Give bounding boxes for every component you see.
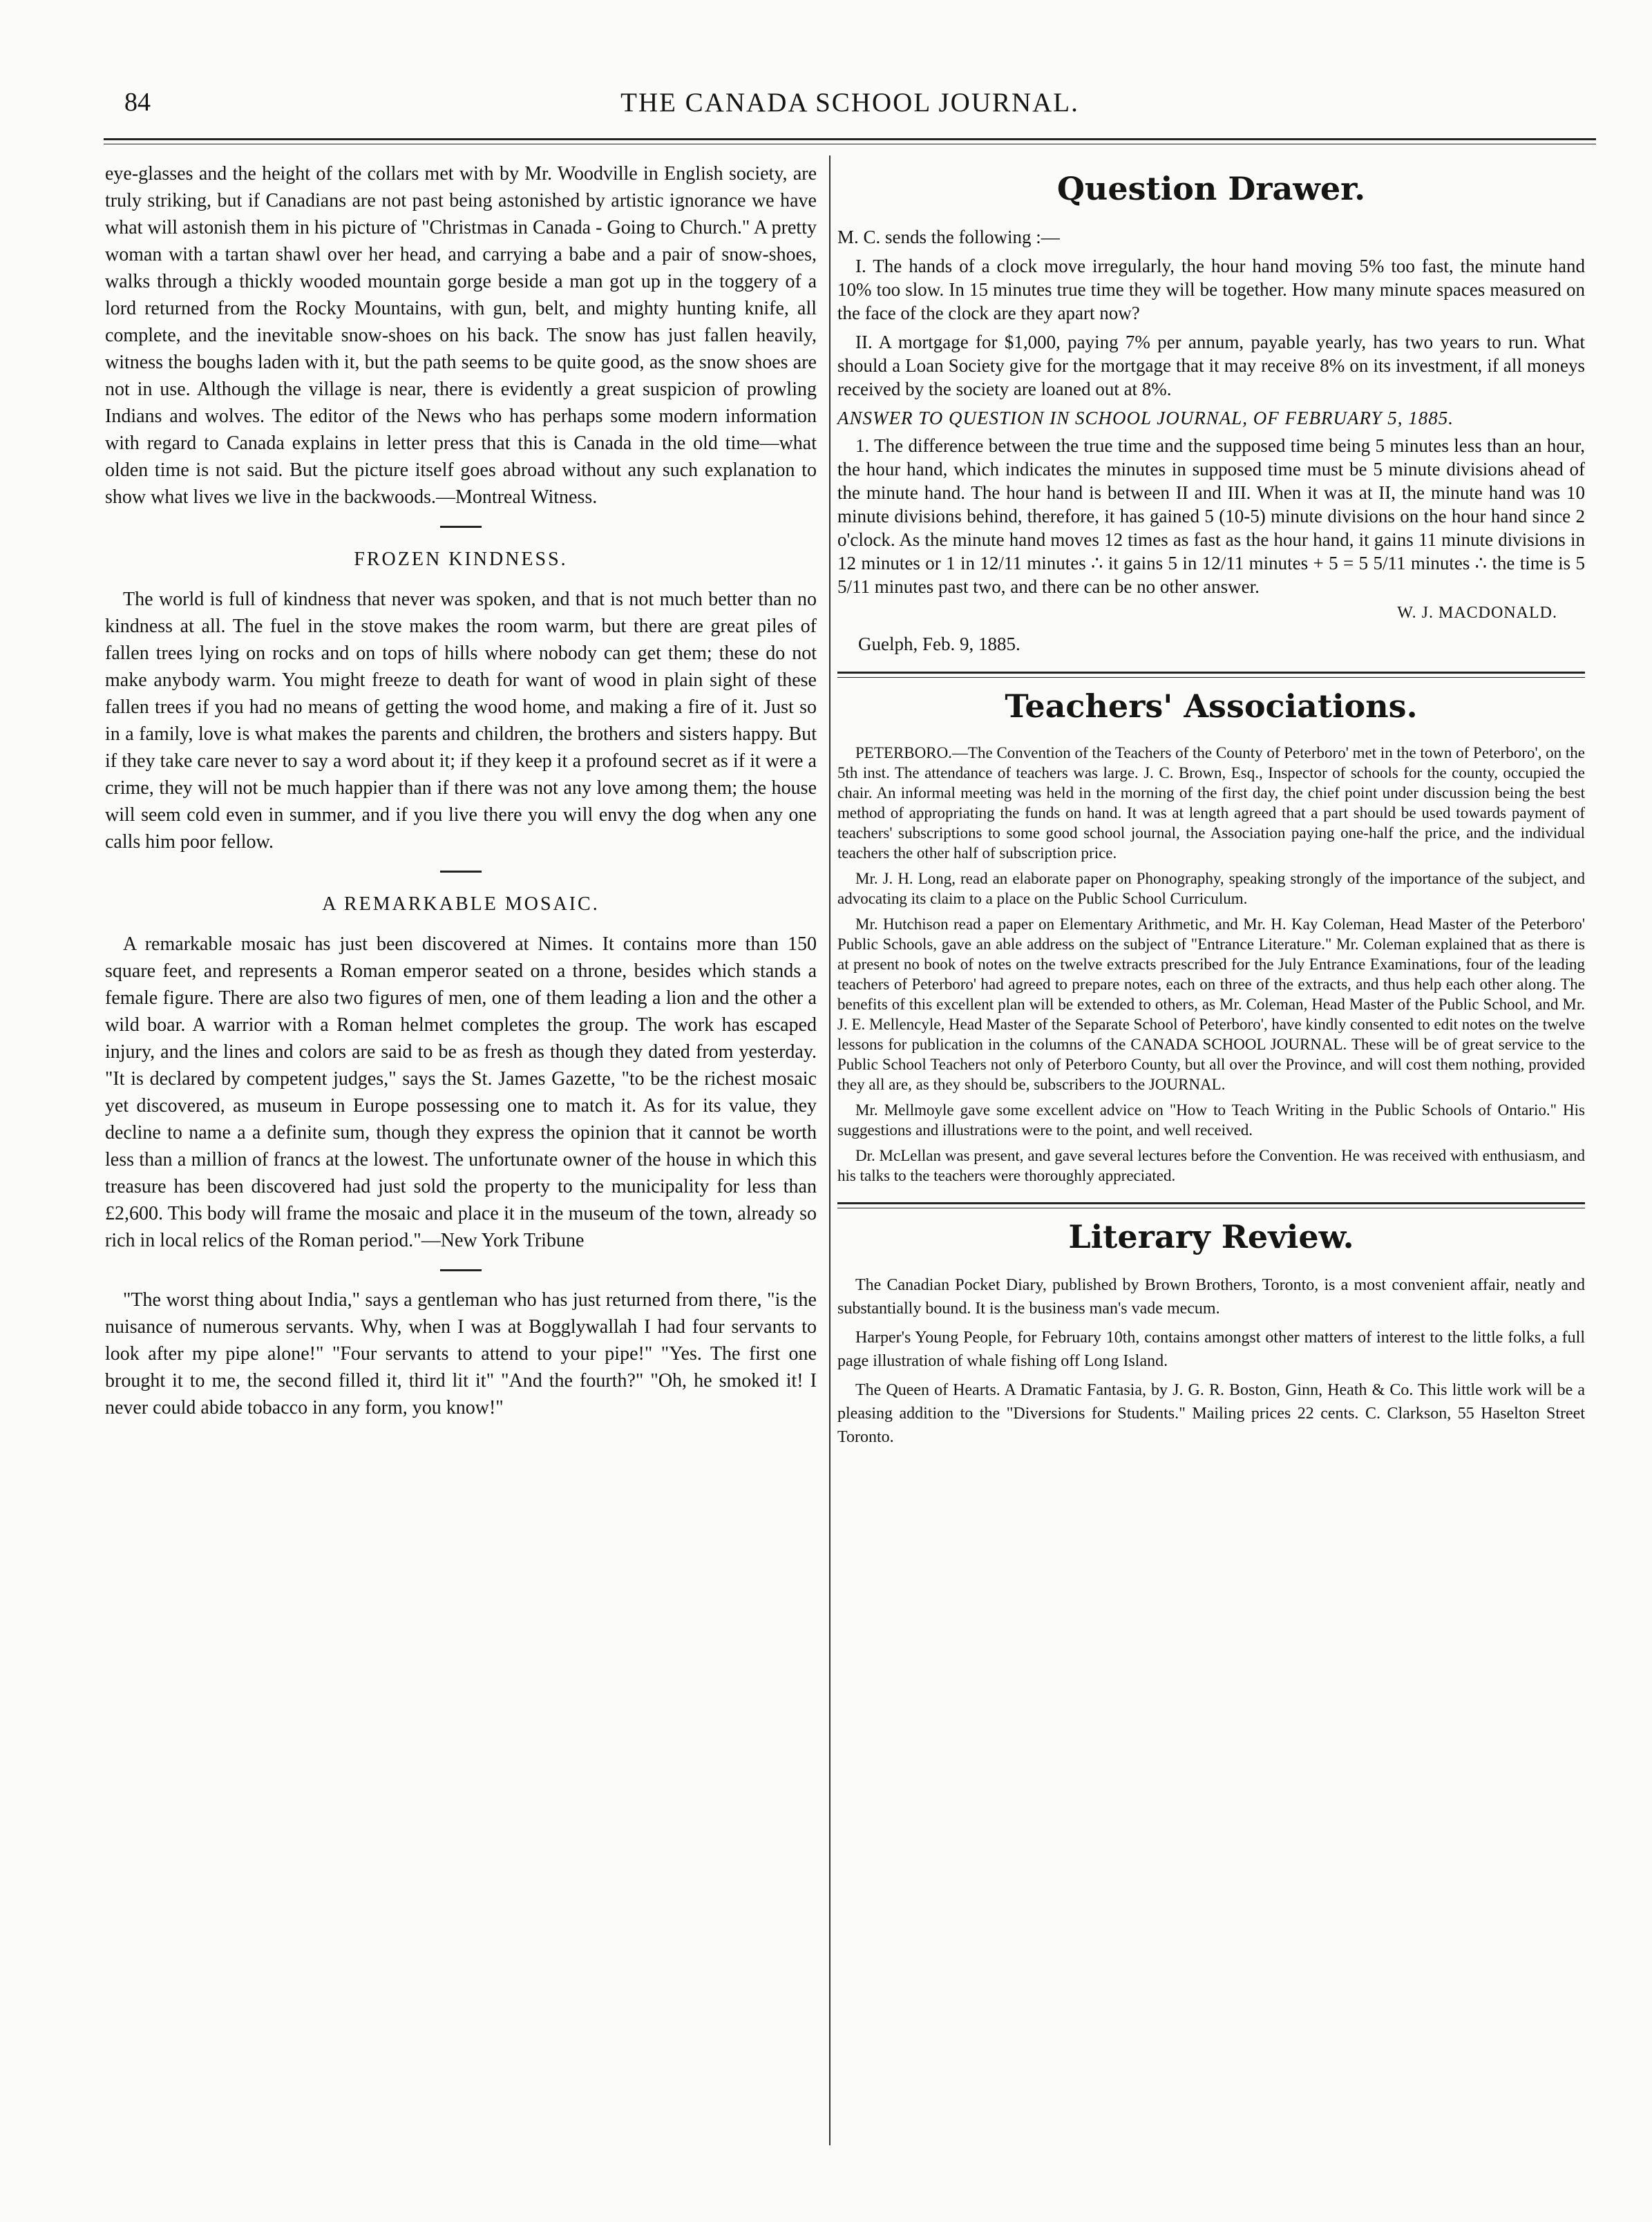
section-separator <box>440 1269 482 1271</box>
answer-text: 1. The difference between the true time and the supposed time being 5 minutes less than an hour, the hour hand, which indicates the minutes in supposed time must be 5 minute divisions ahead of the minute hand. The hour hand is between II and III. When it was at II, the minute hand was 10 minute divisions behind, therefore, it has gained 5 (10-5) minute divisions on the hour hand since 2 o'clock. As the minute hand moves 12 times as fast as the hour hand, it gains 11 minute divisions in 12 minutes or 1 in 12/11 minutes ∴ it gains 5 in 12/11 minutes + 5 = 5 5/11 minutes ∴ the time is 5 5/11 minutes past two, and there can be no other answer. <box>837 435 1585 597</box>
literary-review-heading: Literary Review. <box>1068 1218 1354 1255</box>
review-item: The Queen of Hearts. A Dramatic Fantasia, by J. G. R. Boston, Ginn, Heath & Co. This little work will be a pleasing addition to the "Diversions for Students." Mailing prices 22 cents. C. Clarkson, 55 Haselton Street Toronto. <box>837 1381 1585 1446</box>
teachers-associations-body <box>837 743 1585 1186</box>
header-rule-top <box>104 138 1596 140</box>
answer-heading: ANSWER TO QUESTION IN SCHOOL JOURNAL, OF FEBRUARY 5, 1885. <box>837 408 1454 428</box>
left-column <box>105 160 817 1427</box>
page-number: 84 <box>124 88 151 117</box>
review-item: The Canadian Pocket Diary, published by Brown Brothers, Toronto, is a most convenient affair, neatly and substantially bound. It is the business man's vade mecum. <box>837 1276 1585 1318</box>
assoc-paragraph: PETERBORO.—The Convention of the Teachers of the County of Peterboro' met in the town of Peterboro', on the 5th inst. The attendance of teachers was large. J. C. Brown, Esq., Inspector of schools for the county, occupied the chair. An informal meeting was held in the morning of the first day, the chief point under discussion being the best method of appropriating the funds on hand. It was at length agreed that a part should be used towards payment of teachers' subscriptions to some good school journal, the Association paying one-half the price, and the individual teachers the other half of subscription price. <box>837 744 1585 862</box>
assoc-paragraph: Mr. Hutchison read a paper on Elementary Arithmetic, and Mr. H. Kay Coleman, Head Master of the Peterboro' Public Schools, gave an able address on the subject of "Entrance Literature." Mr. Coleman explained that as there is at present no book of notes on the twelve extracts prescribed for the July Entrance Examinations, four of the leading teachers of Peterboro' had agreed to prepare notes, each on three of the extracts, and thus help each other along. The benefits of this excellent plan will be extended to others, as Mr. Coleman, Head Master of the Public School, and Mr. J. E. Mellencyle, Head Master of the Separate School of Peterboro', have kindly consented to edit notes on the twelve lessons for publication in the columns of the CANADA SCHOOL JOURNAL. These will be of great service to the Public School Teachers not only of Peterboro County, but all over the Province, and will cost them nothing, provided they all are, as they should be, subscribers to the JOURNAL. <box>837 915 1585 1093</box>
place-date: Guelph, Feb. 9, 1885. <box>858 634 1020 654</box>
teachers-associations-heading: Teachers' Associations. <box>1005 687 1418 725</box>
question-one: I. The hands of a clock move irregularly, the hour hand moving 5% too fast, the minute hand 10% too slow. In 15 minutes true time they will be together. How many minute spaces measured on the face of the clock are they apart now? <box>837 256 1585 323</box>
question-two: II. A mortgage for $1,000, paying 7% per annum, payable yearly, has two years to run. What should a Loan Society give for the mortgage that it may receive 8% on its investment, if all moneys received by the society are loaned out at 8%. <box>837 332 1585 399</box>
signature: W. J. MACDONALD. <box>1397 604 1557 622</box>
mosaic-body: A remarkable mosaic has just been discovered at Nimes. It contains more than 150 square feet, and represents a Roman emperor seated on a throne, besides which stands a female figure. There are also two figures of men, one of them leading a lion and the other a wild boar. A warrior with a Roman helmet completes the group. The work has escaped injury, and the lines and colors are said to be as fresh as though they dated from yesterday. "It is declared by competent judges," says the St. James Gazette, "to be the richest mosaic yet discovered, as museum in Europe possessing one to match it. As for its value, they decline to name a a definite sum, though they express the opinion that it cannot be worth less than a million of francs at the lowest. The unfortunate owner of the house in which this treasure has been discovered had just sold the property to the municipality for less than £2,600. This body will frame the mosaic and place it in the museum of the town, already so rich in local relics of the Roman period."—New York Tribune <box>105 933 817 1251</box>
section-separator <box>440 526 482 528</box>
right-column <box>837 160 1585 1454</box>
assoc-paragraph: Mr. Mellmoyle gave some excellent advice on "How to Teach Writing in the Public Schools of Ontario." His suggestions and illustrations were to the point, and well received. <box>837 1101 1585 1139</box>
section-separator <box>440 871 482 873</box>
literary-review-body <box>837 1273 1585 1449</box>
page-header <box>104 83 1596 131</box>
assoc-paragraph: Mr. J. H. Long, read an elaborate paper on Phonography, speaking strongly of the importance of the subject, and advocating its claim to a place on the Public School Curriculum. <box>837 870 1585 907</box>
frozen-kindness-heading: FROZEN KINDNESS. <box>354 549 568 570</box>
section-rule <box>837 672 1585 678</box>
column-divider <box>829 155 830 2145</box>
question-intro: M. C. sends the following :— <box>837 227 1060 247</box>
assoc-paragraph: Dr. McLellan was present, and gave several lectures before the Convention. He was received with enthusiasm, and his talks to the teachers were thoroughly appreciated. <box>837 1147 1585 1184</box>
intro-paragraph: eye-glasses and the height of the collars met with by Mr. Woodville in English society, are truly striking, but if Canadians are not past being astonished by artistic ignorance we have what will astonish them in his picture of "Christmas in Canada - Going to Church." A pretty woman with a tartan shawl over her head, and carrying a babe and a pair of snow-shoes, walks through a thickly wooded mountain gorge beside a man got up in the toggery of a lord returned from the Rocky Mountains, with gun, belt, and mighty hunting knife, all complete, and the inevitable snow-shoes on his back. The snow has just fallen heavily, witness the boughs laden with it, but the path seems to be quite good, as the snow shoes are not in use. Although the village is near, there is evidently a great suspicion of prowling Indians and wolves. The editor of the News who has perhaps some modern information with regard to Canada explains in letter press that this is Canada in the old time—what olden time is not said. But the picture itself goes abroad without any such explanation to show what lives we live in the backwoods.—Montreal Witness. <box>105 163 817 508</box>
mosaic-heading: A REMARKABLE MOSAIC. <box>322 893 600 915</box>
frozen-kindness-body: The world is full of kindness that never was spoken, and that is not much better than no kindness at all. The fuel in the stove makes the room warm, but there are great piles of fallen trees lying on rocks and on tops of hills where nobody can get them; these do not make anybody warm. You might freeze to death for want of wood in plain sight of these fallen trees if you had no means of getting the wood home, and making a fire of it. Just so in a family, love is what makes the parents and children, the brothers and sisters happy. But if they take care never to say a word about it; if they keep it a profound secret as if it were a crime, they will not be much happier than if there was not any love among them; the house will seem cold even in summer, and if you live there you will envy the dog when any one calls him poor fellow. <box>105 589 817 853</box>
question-drawer-heading: Question Drawer. <box>1056 170 1366 207</box>
review-item: Harper's Young People, for February 10th, contains amongst other matters of interest to the little folks, a full page illustration of whale fishing off Long Island. <box>837 1329 1585 1370</box>
section-rule <box>837 1202 1585 1208</box>
india-anecdote: "The worst thing about India," says a gentleman who has just returned from there, "is the nuisance of numerous servants. Why, when I was at Bogglywallah I had four servants to look after my pipe alone!" "Four servants to attend to your pipe!" "Yes. The first one brought it to me, the second filled it, third lit it" "And the fourth?" "Oh, he smoked it! I never could abide tobacco in any form, you know!" <box>105 1289 817 1418</box>
journal-title: THE CANADA SCHOOL JOURNAL. <box>620 88 1079 117</box>
